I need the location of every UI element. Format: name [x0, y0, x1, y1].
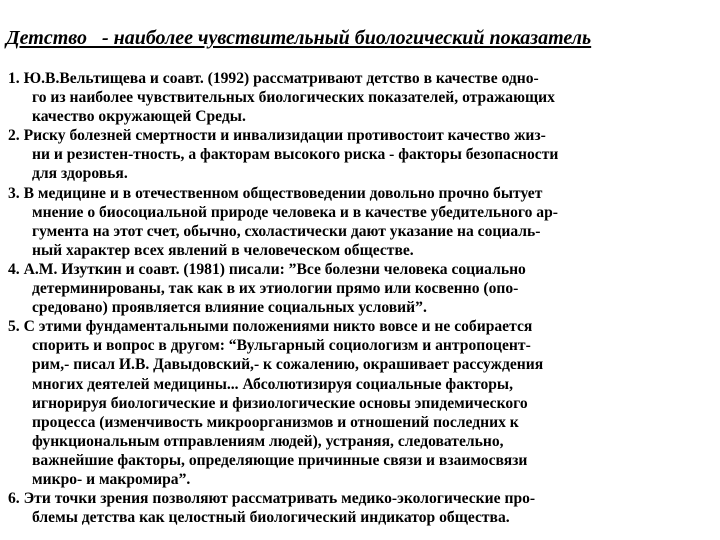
list-item-line: 2. Риску болезней смертности и инвализидации противостоит качество жиз-: [8, 127, 546, 145]
list-item-line: важнейшие факторы, определяющие причинные связи и взаимосвязи: [32, 451, 528, 469]
list-item-line: процесса (изменчивость микроорганизмов и отношений последних к: [32, 413, 519, 431]
list-item-line: 1. Ю.В.Вельтищева и соавт. (1992) рассматривают детство в качестве одно-: [8, 70, 539, 87]
list-item-line: детерминированы, так как в их этиологии прямо или косвенно (опо-: [32, 280, 519, 298]
numbered-list: [8, 69, 714, 527]
slide-title: Детство - наиболее чувствительный биологический показатель: [6, 27, 592, 49]
list-item-line: качество окружающей Среды.: [32, 108, 246, 126]
list-item: [8, 317, 714, 489]
list-item-line: 6. Эти точки зрения позволяют рассматривать медико-экологические про-: [8, 490, 536, 508]
list-item-line: рим,- писал И.В. Давыдовский,- к сожалению, окрашивает рассуждения: [32, 356, 544, 374]
list-item-line: блемы детства как целостный биологический индикатор общества.: [32, 509, 510, 527]
list-item-line: многих деятелей медицины... Абсолютизируя социальные факторы,: [32, 375, 513, 393]
list-item-line: ни и резистен-тность, а факторам высокого риска - факторы безопасности: [32, 146, 559, 164]
list-item-line: игнорируя биологические и физиологические основы эпидемического: [32, 394, 528, 412]
list-item-line: функциональным отправлениям людей), устраняя, следовательно,: [32, 432, 504, 450]
list-item-line: мнение о биосоциальной природе человека и в качестве убедительного ар-: [32, 203, 558, 221]
list-item-line: го из наиболее чувствительных биологических показателей, отражающих: [32, 89, 555, 107]
list-item-line: 3. В медицине и в отечественном обществоведении довольно прочно бытует: [8, 184, 543, 202]
list-item: [8, 489, 714, 527]
list-item: [8, 126, 714, 183]
list-item-line: спорить и вопрос в другом: “Вульгарный социологизм и антропоцент-: [32, 337, 531, 355]
list-item-line: 5. С этими фундаментальными положениями никто вовсе и не собирается: [8, 318, 533, 336]
list-item: [8, 260, 714, 317]
list-item: [8, 184, 714, 260]
list-item-line: гумента на этот счет, обычно, схоластически дают указание на социаль-: [32, 222, 541, 240]
list-item: [8, 69, 714, 126]
list-item-line: ный характер всех явлений в человеческом обществе.: [32, 241, 414, 259]
list-item-line: 4. А.М. Изуткин и соавт. (1981) писали: ”Все болезни человека социально: [8, 260, 526, 278]
list-item-line: микро- и макромира”.: [32, 470, 191, 488]
list-item-line: для здоровья.: [32, 165, 128, 183]
list-item-line: средовано) проявляется влияние социальных условий”.: [32, 299, 427, 317]
